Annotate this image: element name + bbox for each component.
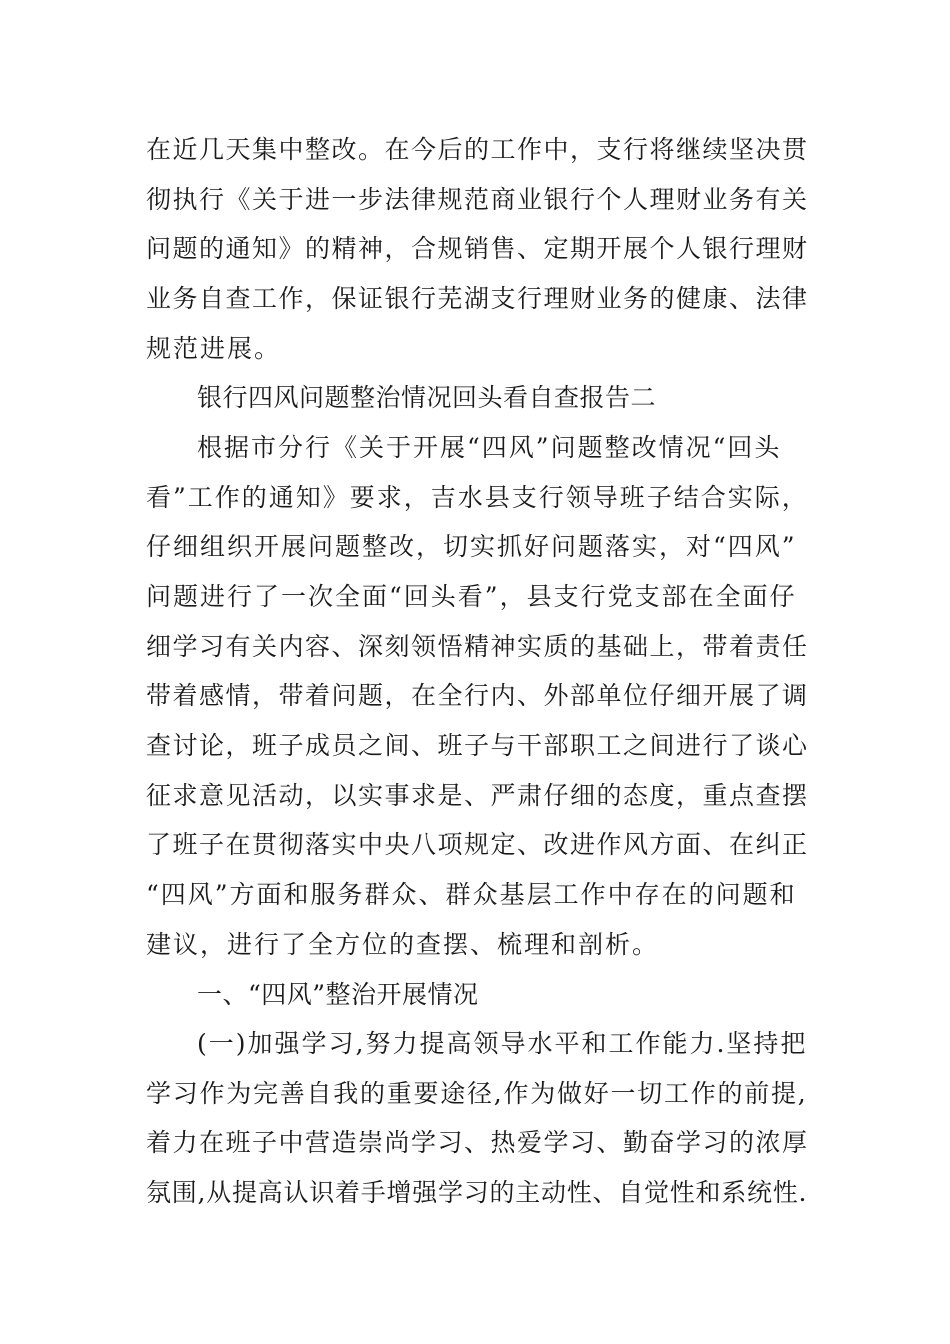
text-line: 征求意见活动，以实事求是、严肃仔细的态度，重点查摆: [146, 781, 809, 810]
text-line: 问题的通知》的精神，合规销售、定期开展个人银行理财: [146, 234, 809, 263]
text-line: 业务自查工作，保证银行芜湖支行理财业务的健康、法律: [146, 284, 809, 313]
text-line: 氛围,从提高认识着手增强学习的主动性、自觉性和系统性.: [146, 1178, 808, 1207]
text-line: 看”工作的通知》要求，吉水县支行领导班子结合实际，: [146, 483, 809, 512]
text-line: 细学习有关内容、深刻领悟精神实质的基础上，带着责任: [146, 632, 809, 661]
text-line: 学习作为完善自我的重要途径,作为做好一切工作的前提,: [146, 1079, 808, 1108]
text-line: 规范进展。: [146, 334, 282, 363]
text-line: 建议，进行了全方位的查摆、梳理和剖析。: [146, 930, 660, 959]
text-line: 带着感情，带着问题，在全行内、外部单位仔细开展了调: [146, 681, 809, 710]
text-line: 仔细组织开展问题整改，切实抓好问题落实，对“四风”: [146, 532, 797, 561]
text-line: 问题进行了一次全面“回头看”，县支行党支部在全面仔: [146, 582, 797, 611]
section-title: 银行四风问题整治情况回头看自查报告二: [197, 383, 657, 412]
text-line: “四风”方面和服务群众、群众基层工作中存在的问题和: [146, 880, 797, 909]
text-line: 了班子在贯彻落实中央八项规定、改进作风方面、在纠正: [146, 830, 809, 859]
text-line: 查讨论，班子成员之间、班子与干部职工之间进行了谈心: [146, 731, 809, 760]
text-line: 彻执行《关于进一步法律规范商业银行个人理财业务有关: [146, 185, 809, 214]
text-line: 在近几天集中整改。在今后的工作中，支行将继续坚决贯: [146, 135, 809, 164]
text-line: (一)加强学习,努力提高领导水平和工作能力.坚持把: [197, 1029, 808, 1058]
section-heading: 一、“四风”整治开展情况: [197, 980, 479, 1009]
text-line: 着力在班子中营造崇尚学习、热爱学习、勤奋学习的浓厚: [146, 1128, 809, 1157]
text-line: 根据市分行《关于开展“四风”问题整改情况“回头: [197, 433, 782, 462]
